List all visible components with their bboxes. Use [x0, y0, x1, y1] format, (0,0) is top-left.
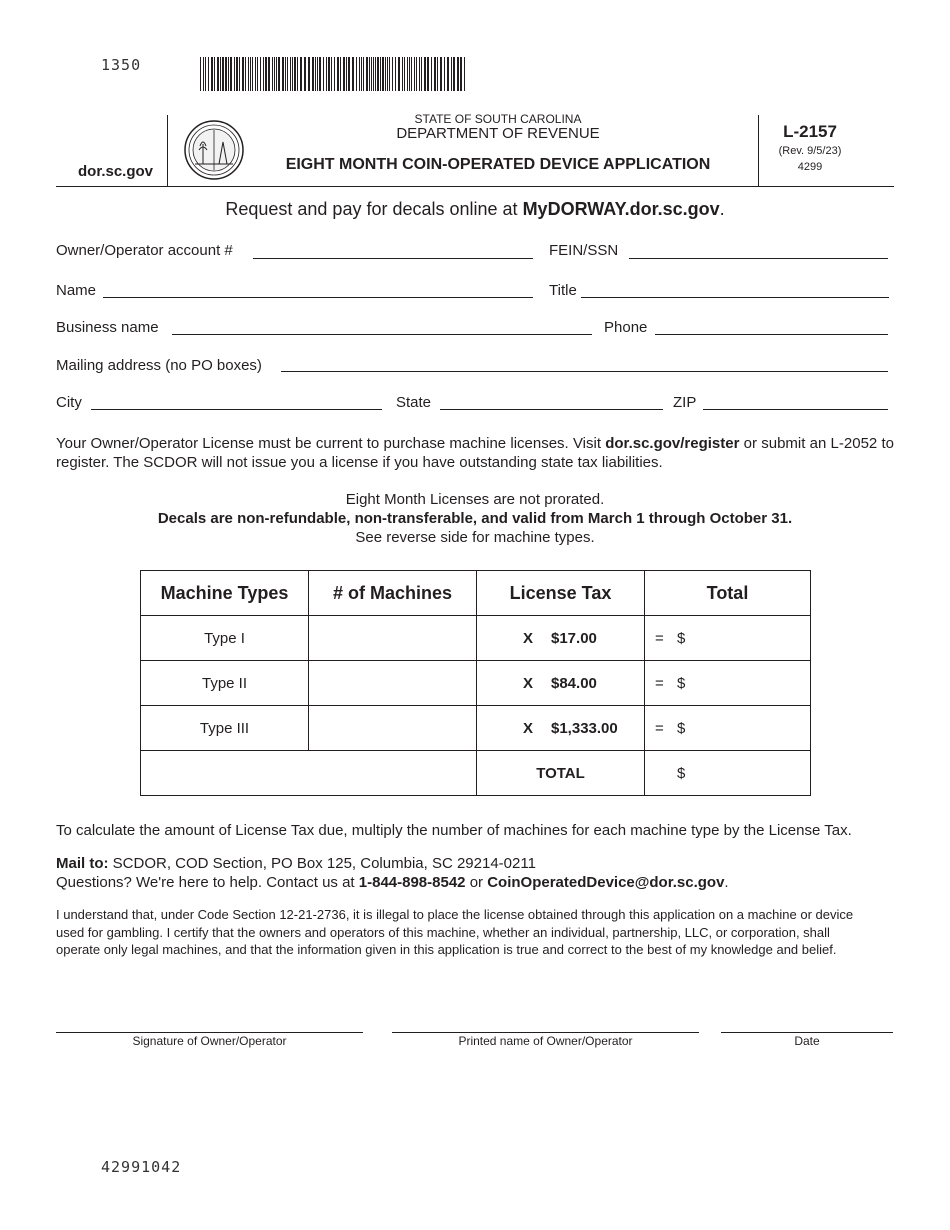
- multiply-symbol: X: [523, 674, 534, 692]
- blank-cell: [141, 751, 477, 796]
- business-label: Business name: [56, 319, 159, 336]
- grand-total-input[interactable]: [645, 751, 811, 796]
- header-bottom-rule: [56, 186, 894, 187]
- license-tax-cell: [477, 706, 645, 751]
- license-notice-part2: or submit an L-2052 to register. The SCDOR will not issue you a license if you have outstanding state tax liabilities.: [56, 435, 894, 471]
- license-tax-cell: [477, 616, 645, 661]
- state-label: State: [396, 394, 432, 411]
- questions-text: Questions? We're here to help. Contact us at: [56, 874, 359, 891]
- form-id: 4299: [797, 161, 823, 173]
- certification: I understand that, under Code Section 12-21-2736, it is illegal to place the license obtained through this application on a machine or device used for gambling. I certify that the owners and operators of this machine, whether an individual, partnership, LLC, or corporation, shall operate only legal machines, and that the information given in this application is true and correct to the best of my knowledge and belief.: [56, 907, 854, 957]
- zip-field[interactable]: [703, 409, 888, 410]
- table-header-row: [141, 571, 811, 616]
- title-field[interactable]: [581, 297, 889, 298]
- questions-line: [56, 873, 894, 892]
- decal-notice-line1: Eight Month Licenses are not prorated.: [345, 491, 605, 508]
- form-code-top: 1350: [101, 56, 142, 74]
- online-suffix: .: [719, 199, 725, 219]
- online-prefix: Request and pay for decals online at: [225, 199, 523, 219]
- license-table: [140, 570, 811, 796]
- license-tax-cell: [477, 661, 645, 706]
- dollar-symbol: $: [677, 629, 686, 647]
- name-field[interactable]: [103, 297, 533, 298]
- header-total: Total: [645, 571, 811, 616]
- total-label: TOTAL: [477, 751, 645, 796]
- website: dor.sc.gov: [78, 163, 154, 180]
- form-title: EIGHT MONTH COIN-OPERATED DEVICE APPLICATION: [285, 156, 711, 173]
- end-period: .: [724, 874, 729, 891]
- header-divider-right: [758, 115, 759, 186]
- license-tax-amount: $84.00: [551, 674, 597, 692]
- machine-count-input[interactable]: [309, 661, 477, 706]
- printed-name-label: Printed name of Owner/Operator: [458, 1034, 633, 1048]
- online-notice: [56, 199, 894, 220]
- multiply-symbol: X: [523, 719, 534, 737]
- dollar-symbol: $: [677, 674, 686, 692]
- dollar-symbol: $: [677, 719, 686, 737]
- table-row: [141, 706, 811, 751]
- city-field[interactable]: [91, 409, 382, 410]
- state-name: STATE OF SOUTH CAROLINA: [414, 112, 582, 126]
- mail-block: [56, 854, 894, 892]
- name-label: Name: [56, 282, 97, 299]
- row-total-input[interactable]: [645, 706, 811, 751]
- phone-number[interactable]: 1-844-898-8542: [358, 874, 466, 891]
- phone-label: Phone: [604, 319, 648, 336]
- decal-notice: [56, 490, 894, 547]
- header-license-tax: License Tax: [477, 571, 645, 616]
- instructions: To calculate the amount of License Tax due, multiply the number of machines for each machine type by the License Tax.: [56, 822, 852, 839]
- form-revision: (Rev. 9/5/23): [778, 145, 842, 157]
- signature-label: Signature of Owner/Operator: [132, 1034, 287, 1048]
- phone-field[interactable]: [655, 334, 888, 335]
- department-name: DEPARTMENT OF REVENUE: [396, 125, 600, 142]
- fein-label: FEIN/SSN: [549, 242, 619, 259]
- date-label: Date: [794, 1034, 820, 1048]
- account-field[interactable]: [253, 258, 533, 259]
- printed-name-line[interactable]: [392, 1032, 699, 1033]
- barcode: [200, 57, 468, 91]
- decal-notice-line2: Decals are non-refundable, non-transferable, and valid from March 1 through October 31.: [157, 510, 793, 527]
- equals-symbol: =: [655, 629, 664, 647]
- fein-field[interactable]: [629, 258, 888, 259]
- mailing-label: Mailing address (no PO boxes): [56, 357, 262, 374]
- row-total-input[interactable]: [645, 661, 811, 706]
- header-machine-types: Machine Types: [141, 571, 309, 616]
- footer-code: 42991042: [101, 1158, 182, 1176]
- mail-label: Mail to:: [56, 855, 109, 872]
- email-link[interactable]: CoinOperatedDevice@dor.sc.gov: [487, 874, 725, 891]
- row-total-input[interactable]: [645, 616, 811, 661]
- license-tax-amount: $1,333.00: [551, 719, 618, 737]
- header-divider-left: [167, 115, 168, 186]
- online-site-link[interactable]: MyDORWAY.dor.sc.gov: [522, 199, 720, 219]
- equals-symbol: =: [655, 719, 664, 737]
- header-number-of-machines: # of Machines: [309, 571, 477, 616]
- decal-notice-line3: See reverse side for machine types.: [355, 529, 595, 546]
- zip-label: ZIP: [673, 394, 697, 411]
- license-tax-amount: $17.00: [551, 629, 597, 647]
- mailing-field[interactable]: [281, 371, 888, 372]
- mail-address: SCDOR, COD Section, PO Box 125, Columbia, SC 29214-0211: [108, 855, 536, 872]
- multiply-symbol: X: [523, 629, 534, 647]
- title-label: Title: [549, 282, 577, 299]
- account-label: Owner/Operator account #: [56, 242, 233, 259]
- mail-line: [56, 854, 894, 873]
- machine-type-cell: Type II: [141, 661, 309, 706]
- license-notice: [56, 434, 894, 472]
- or-text: or: [465, 874, 488, 891]
- license-notice-part1: Your Owner/Operator License must be current to purchase machine licenses. Visit: [56, 435, 606, 452]
- equals-symbol: =: [655, 674, 664, 692]
- table-row: [141, 661, 811, 706]
- table-row: [141, 616, 811, 661]
- business-field[interactable]: [172, 334, 592, 335]
- dollar-symbol: $: [677, 764, 686, 782]
- machine-type-cell: Type III: [141, 706, 309, 751]
- machine-count-input[interactable]: [309, 616, 477, 661]
- state-field[interactable]: [440, 409, 663, 410]
- form-number: L-2157: [783, 122, 837, 141]
- table-total-row: [141, 751, 811, 796]
- register-link[interactable]: dor.sc.gov/register: [605, 435, 740, 452]
- signature-line[interactable]: [56, 1032, 363, 1033]
- state-seal-icon: [183, 120, 245, 180]
- date-line[interactable]: [721, 1032, 893, 1033]
- machine-type-cell: Type I: [141, 616, 309, 661]
- machine-count-input[interactable]: [309, 706, 477, 751]
- city-label: City: [56, 394, 82, 411]
